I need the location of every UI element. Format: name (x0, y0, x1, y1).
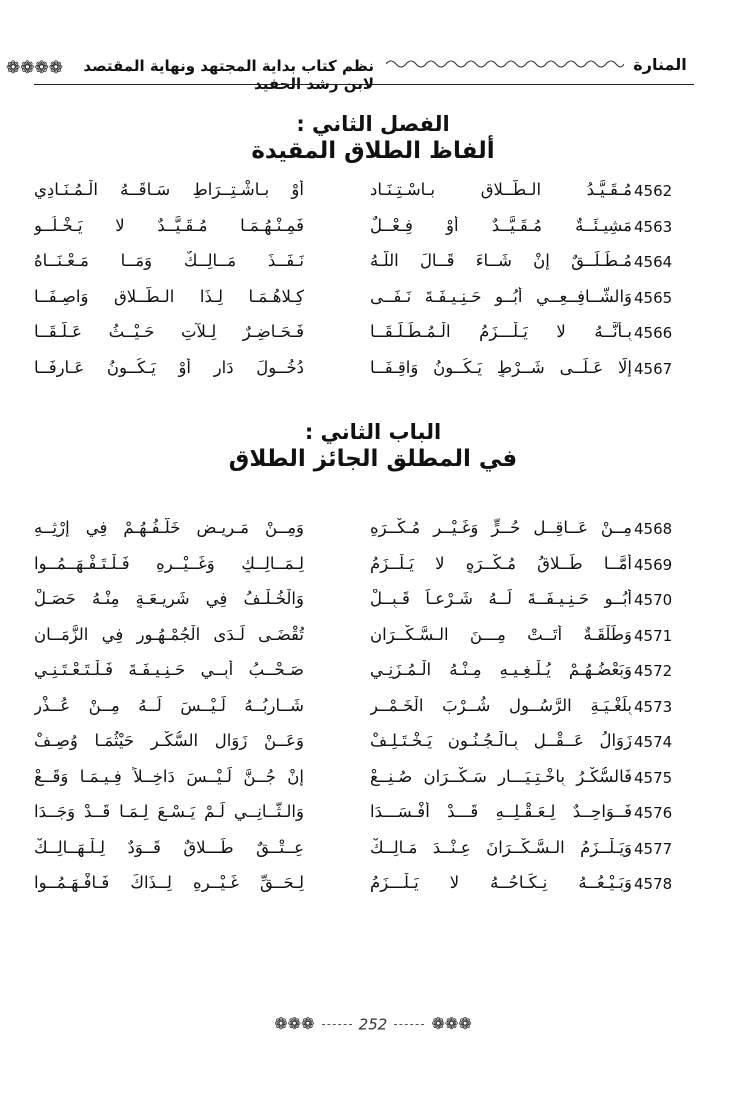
running-title: نظم كتاب بداية المجتهد ونهاية المقتصد لابن رشد الحفيد (83, 57, 374, 93)
verse-row (0, 625, 746, 661)
verse-number: 4568 (634, 520, 673, 538)
verse-second-hemistich: فَمِـنْـهُـمَـا مُـقَـيَّــدٌ لا يَـخْـلُــو (34, 215, 304, 235)
verse-second-hemistich: كِـلاهُـمَـا لِـذَا الـطَّــلاقِ وَاصِـفَــا (34, 286, 304, 306)
verse-row (0, 660, 746, 696)
verse-row (0, 838, 746, 874)
verse-number: 4563 (634, 217, 673, 236)
verse-first-hemistich: فَــوَاحِــدٌ لِـعَـقْـلِــهِ قَـــدْ أَفْـسَـــدَا (370, 802, 632, 821)
verse-row (0, 251, 746, 287)
footer-dash (322, 1024, 352, 1025)
verse-number: 4570 (634, 591, 673, 609)
footer-ornament-right: ❁❁❁ (431, 1014, 472, 1033)
verse-first-hemistich: وَطَلْقَـةٌ أَتَــتْ مِـــنَ الـسَّـكْــرَانِ (370, 624, 632, 644)
verse-row (0, 518, 746, 554)
verse-number: 4576 (634, 804, 673, 822)
verse-number: 4573 (634, 697, 673, 716)
verse-row (0, 802, 746, 838)
verse-number: 4562 (634, 182, 673, 200)
verse-number: 4578 (634, 875, 673, 893)
page-footer (0, 1014, 746, 1040)
section1-heading (0, 112, 746, 164)
verse-second-hemistich: تُقْضَـى لَـدَى الْجُمْـهُـورِ فِي الزَّمَــانِ (34, 624, 304, 644)
header-ornaments: ❁❁❁❁ (6, 58, 63, 78)
verse-first-hemistich: مُـطَـلِّــقٌ إنْ شَــاءَ قَــالَ اللّـهُ (370, 251, 632, 270)
verse-row (0, 358, 746, 394)
verse-second-hemistich: فَـحَـاضِـرٌ لِـلآتِ حَـيْــثُ عَـلَّـقَــا (34, 322, 304, 341)
verse-row (0, 554, 746, 590)
verse-number: 4574 (634, 733, 673, 751)
footer-ornament-left: ❁❁❁ (274, 1014, 315, 1033)
verse-second-hemistich: وَالْخُـلْـفُ فِي شَرِيـعَـةٍ مِنْـهُ حَصَـلْ (34, 589, 304, 608)
verse-second-hemistich: إنْ جُــنَّ لَـيْــسَ دَاخِــلاً فِـيـمَـا وَقَــعْ (34, 766, 304, 786)
footer-dash (394, 1024, 424, 1025)
verse-number: 4571 (634, 626, 673, 645)
verse-first-hemistich: مُـقَـيَّـدُ الـطَّــلاقِ بـاسْـتِـنَـاد (370, 180, 632, 199)
verse-number: 4564 (634, 253, 673, 271)
verse-row (0, 322, 746, 358)
wave-ornament (386, 56, 624, 72)
verse-row (0, 180, 746, 216)
verse-number: 4566 (634, 324, 673, 342)
verse-second-hemistich: لِـحَــقِّ غَـيْــرِهِ لِــذَاكَ فَـافْـهَـمُــوا (34, 873, 304, 892)
verse-number: 4577 (634, 839, 673, 858)
verse-row (0, 216, 746, 252)
verse-first-hemistich: وَبَعْضُـهُـمْ يُـلْـغِـيـهِ مِـنْـهُ الْـمُـزَنِـي (370, 660, 632, 679)
verse-number: 4565 (634, 288, 673, 307)
verse-first-hemistich: بِلَغْـيَـةِ الرَّسُــولِ شُــرْبَ الْخَـمْــرِ (370, 695, 632, 715)
verse-first-hemistich: وَيَـلْــزَمُ الـسَّـكْــرَانَ عِـنْــدَ مَـالِــكْ (370, 837, 632, 857)
verse-first-hemistich: بِـأَنَّــهُ لا يَـلْـــزَمُ الْـمُـطَـلِّـقَــا (370, 322, 632, 341)
verse-second-hemistich: وَالـثَّــانِــي لَـمْ يَـسْـعَ لِـمَـا قَــدْ وَجَــدَا (34, 802, 304, 821)
verse-second-hemistich: وَعَــنْ زَوَالِ السُّكْـرِ حَيْثُمَـا وُصِـفْ (34, 731, 304, 750)
verse-first-hemistich: أَبُــو حَـنِـيـفَــةَ لَــهُ شَـرْعـاً قَـبِــلْ (370, 589, 632, 608)
book-name: المنارة (633, 55, 687, 74)
verse-row (0, 731, 746, 767)
verse-second-hemistich: دُخُــولَ دَارٍ أَوْ يَـكُــونُ عَـارِفَــا (34, 357, 304, 377)
verse-second-hemistich: شَــارِبُــهُ لَـيْــسَ لَــهُ مِــنْ عُــذْرِ (34, 695, 304, 715)
verse-second-hemistich: صَـحْــبُ أَبِــي حَـنِـيـفَـةَ فَـلْـتَـعْـتَـنِـي (34, 660, 304, 679)
verse-number: 4575 (634, 768, 673, 787)
verse-row (0, 767, 746, 803)
verse-row (0, 696, 746, 732)
verse-first-hemistich: أَمَّــا طَــلاقُ مُـكْــرَهٍ لا يَـلْــزَمُ (370, 553, 632, 573)
verse-second-hemistich: عِــتْــقٌ طَـــلاقٌ قَــوَدٌ لِـلْـهَــالِــكْ (34, 837, 304, 857)
section2-label: الباب الثاني : (304, 420, 442, 444)
header-rule (34, 84, 694, 85)
verse-second-hemistich: نَـفَــذَ مَــالِــكٌ وَمَــا مَـعْـنَــاهُ (34, 251, 304, 270)
section2-title: في المطلق الجائز الطلاق (228, 446, 518, 472)
verse-first-hemistich: إلَّا عَـلَــى شَــرْطٍ يَـكُــونُ وَاقِـفَــا (370, 357, 632, 377)
verse-row (0, 589, 746, 625)
verse-row (0, 287, 746, 323)
verse-second-hemistich: أَوْ بـاشْـتِــرَاطِ سَـاقَــهُ الْـمُـنَـادِي (34, 180, 304, 199)
verse-number: 4567 (634, 359, 673, 378)
section1-label: الفصل الثاني : (296, 112, 450, 136)
verse-row (0, 873, 746, 909)
running-header (0, 52, 746, 93)
page-number: 252 (358, 1015, 388, 1034)
section2-heading (0, 420, 746, 472)
section1-verses (0, 180, 746, 393)
verse-number: 4572 (634, 662, 673, 680)
section1-title: ألفاظ الطلاق المقيدة (251, 138, 495, 164)
section2-verses (0, 518, 746, 909)
verse-second-hemistich: لِـمَــالِــكٍ وَغَــيْــرِهِ فَـلْـتَـفْـهَــمُــوا (34, 553, 304, 573)
verse-number: 4569 (634, 555, 673, 574)
verse-first-hemistich: وَالشَّــافِــعِــي أَبُــو حَـنِـيـفَـةَ نَـفَــى (370, 286, 632, 306)
verse-second-hemistich: وَمِــنْ مَـرِيـضٍ خَلَّـفُـهُـمْ فِي إرْثِــهِ (34, 518, 304, 537)
verse-first-hemistich: فَالسُّكْـرُ بِاخْـتِـيَـــارِ سَـكْــرَانٍ صُـنِــعْ (370, 766, 632, 786)
verse-first-hemistich: زَوَالُ عَــقْــلٍ بِـالْـجُـنُـونِ يَـخْـتَـلِـفْ (370, 731, 632, 750)
verse-first-hemistich: مِــنْ عَــاقِــلٍ حُــرٍّ وَغَـيْــرِ مُـكْــرَهِ (370, 518, 632, 537)
verse-first-hemistich: وَبَـيْـعُــهُ نِـكَـاحُــهُ لا يَـلْـــزَمُ (370, 873, 632, 892)
verse-first-hemistich: مَشِيـئَــةٌ مُـقَـيَّــدٌ أَوْ فِـعْــلٌ (370, 215, 632, 235)
